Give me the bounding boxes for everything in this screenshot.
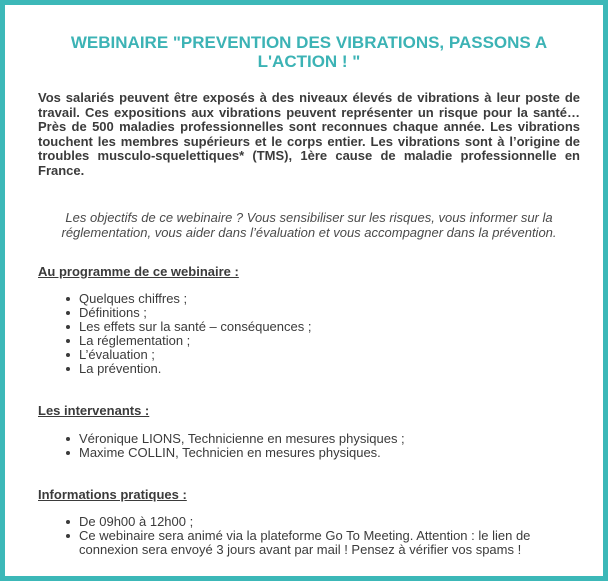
list-item: De 09h00 à 12h00 ; <box>79 515 549 529</box>
list-item: Véronique LIONS, Technicienne en mesures physiques ; <box>79 431 405 446</box>
speakers-heading: Les intervenants : <box>38 403 150 418</box>
speakers-list <box>79 432 405 460</box>
page-title: WEBINAIRE "PREVENTION DES VIBRATIONS, PASSONS A L'ACTION ! " <box>70 33 548 71</box>
list-item: La prévention. <box>79 362 311 376</box>
list-item: Ce webinaire sera animé via la plateforme Go To Meeting. Attention : le lien de connexion sera envoyé 3 jours avant par mail ! Pensez à vérifier vos spams ! <box>79 529 549 557</box>
list-item: L’évaluation ; <box>79 348 311 362</box>
program-list <box>79 292 311 376</box>
list-item: Les effets sur la santé – conséquences ; <box>79 319 312 334</box>
program-heading: Au programme de ce webinaire : <box>38 264 239 279</box>
practical-list <box>79 515 549 557</box>
list-item: Maxime COLLIN, Technicien en mesures physiques. <box>79 446 405 460</box>
practical-heading: Informations pratiques : <box>38 487 187 502</box>
list-item: Définitions ; <box>79 306 311 320</box>
objectives-paragraph: Les objectifs de ce webinaire ? Vous sensibiliser sur les risques, vous informer sur la réglementation, vous aider dans l’évaluation et vous accompagner dans la prévention. <box>61 210 557 240</box>
list-item: Quelques chiffres ; <box>79 292 311 306</box>
intro-paragraph: Vos salariés peuvent être exposés à des niveaux élevés de vibrations à leur poste de travail. Ces expositions aux vibrations peuvent représenter un risque pour la santé… Près de 500 maladies professionnelles sont reconnues chaque année. Les vibrations touchent les membres supérieurs et le corps entier. Les vibrations sont à l’origine de troubles musculo-squelettiques* (TMS), 1ère cause de maladie professionnelle en France. <box>38 90 580 178</box>
list-item: La réglementation ; <box>79 334 311 348</box>
